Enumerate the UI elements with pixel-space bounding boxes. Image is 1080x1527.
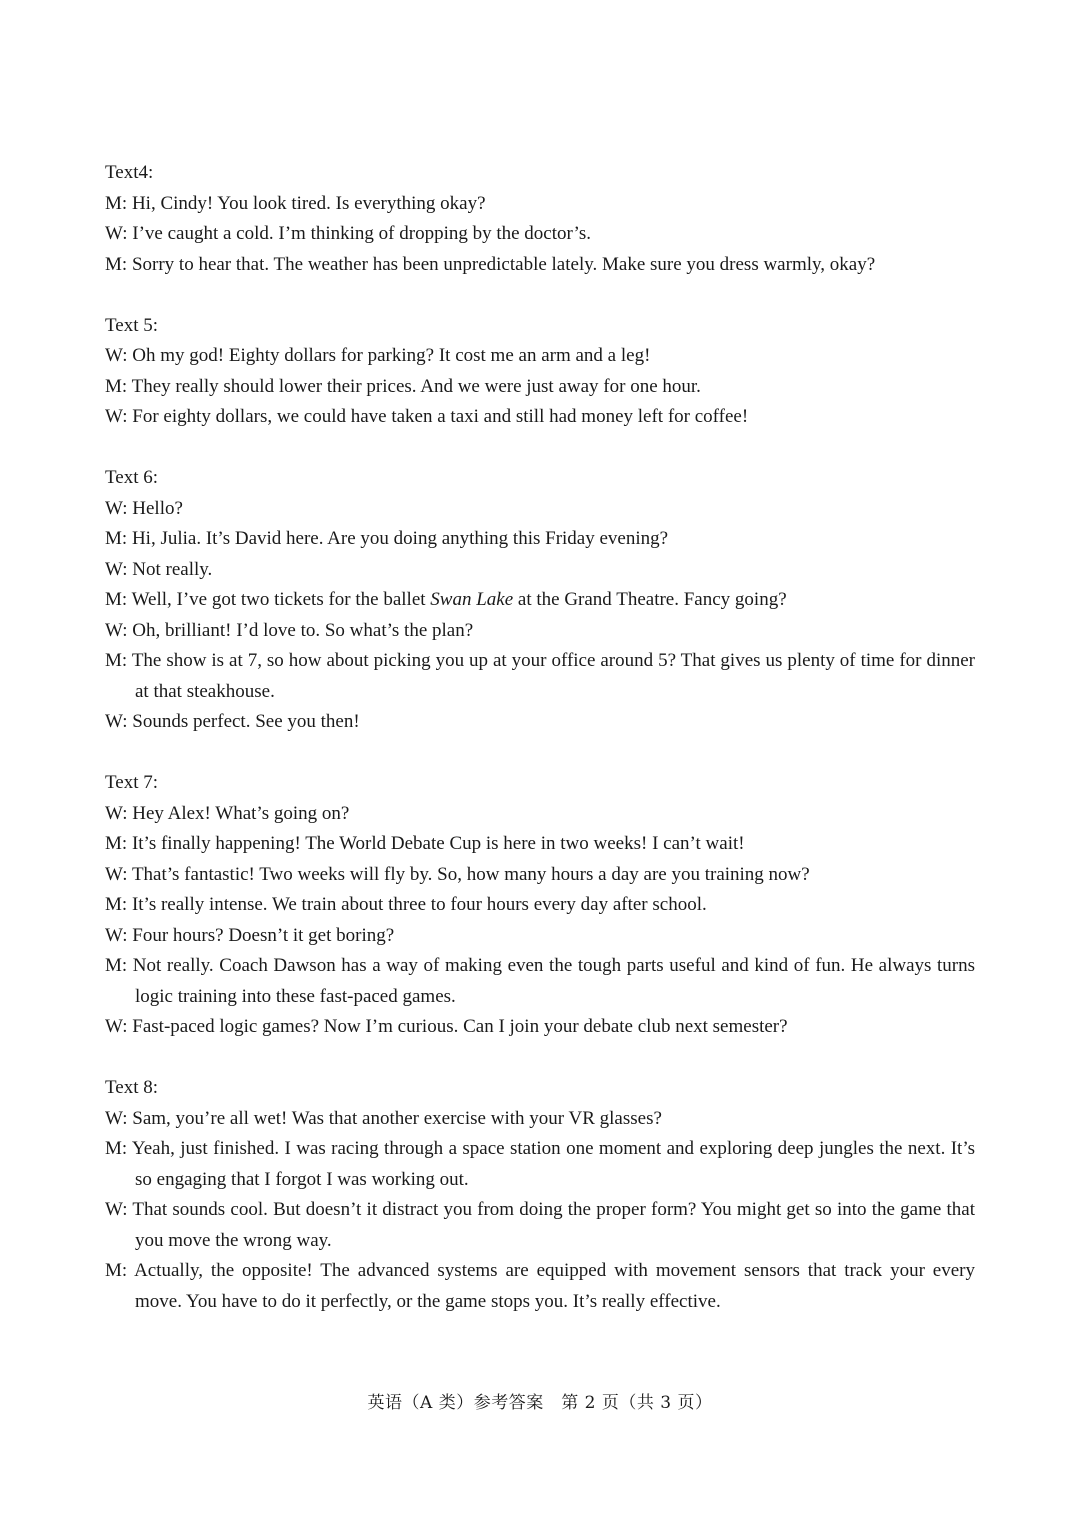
dialogue-line [105, 585, 975, 616]
speaker-label: M: [105, 589, 128, 610]
transcript-body [105, 158, 975, 1348]
dialogue-line [105, 616, 975, 647]
dialogue-line [105, 189, 975, 220]
utterance: For eighty dollars, we could have taken a taxi and still had money left for coffee! [132, 406, 749, 427]
dialogue-line [105, 555, 975, 586]
dialogue-line [105, 860, 975, 891]
utterance: Four hours? Doesn’t it get boring? [132, 924, 395, 946]
dialogue-line [105, 890, 975, 921]
dialogue-line [105, 219, 975, 250]
dialogue-line [105, 1256, 975, 1317]
utterance: Sam, you’re all wet! Was that another exercise with your VR glasses? [132, 1107, 662, 1129]
dialogue-line [105, 1195, 975, 1256]
dialogue-line [105, 372, 975, 403]
utterance: Fast-paced logic games? Now I’m curious. Can I join your debate club next semester? [132, 1016, 788, 1037]
dialogue-line [105, 341, 975, 372]
utterance: They really should lower their prices. And we were just away for one hour. [131, 375, 701, 397]
speaker-label: W: [105, 1107, 128, 1129]
speaker-label: W: [105, 406, 128, 427]
dialogue-line [105, 402, 975, 433]
speaker-label: M: [105, 192, 128, 214]
section-title: Text 8: [105, 1077, 159, 1098]
section-text-5 [105, 311, 975, 433]
dialogue-line [105, 524, 975, 555]
dialogue-line [105, 829, 975, 860]
speaker-label: W: [105, 711, 128, 732]
utterance: It’s finally happening! The World Debate Cup is here in two weeks! I can’t wait! [131, 833, 745, 854]
utterance-part: Well, I’ve got two tickets for the ballet [131, 589, 431, 610]
utterance-part: at the Grand Theatre. Fancy going? [513, 589, 787, 610]
dialogue-line [105, 799, 975, 830]
section-title: Text 5: [105, 314, 159, 336]
speaker-label: W: [105, 924, 128, 946]
section-text-8 [105, 1073, 975, 1317]
section-title: Text 6: [105, 467, 159, 488]
speaker-label: M: [105, 894, 128, 915]
speaker-label: M: [105, 650, 128, 671]
utterance: Not really. Coach Dawson has a way of making even the tough parts useful and kind of fun. He always turns logic training into these fast-paced games. [132, 955, 976, 1007]
speaker-label: W: [105, 558, 128, 580]
dialogue-line [105, 1104, 975, 1135]
dialogue-line [105, 1012, 975, 1043]
speaker-label: W: [105, 619, 128, 641]
utterance: I’ve caught a cold. I’m thinking of dropping by the doctor’s. [132, 223, 591, 244]
dialogue-line [105, 250, 975, 281]
speaker-label: W: [105, 1016, 128, 1037]
speaker-label: M: [105, 528, 128, 549]
utterance: Sorry to hear that. The weather has been unpredictable lately. Make sure you dress warmly, okay? [131, 253, 876, 275]
utterance: That sounds cool. But doesn’t it distract you from doing the proper form? You might get so into the game that you move the wrong way. [132, 1199, 975, 1251]
utterance: Hi, Cindy! You look tired. Is everything okay? [131, 192, 486, 214]
utterance: Actually, the opposite! The advanced systems are equipped with movement sensors that track your every move. You have to do it perfectly, or the game stops you. It’s really effective. [134, 1260, 976, 1312]
dialogue-line [105, 494, 975, 525]
section-text-7 [105, 768, 975, 1043]
speaker-label: W: [105, 345, 128, 366]
speaker-label: W: [105, 1199, 128, 1220]
ballet-title: Swan Lake [430, 589, 514, 610]
section-title: Text4: [105, 162, 154, 183]
speaker-label: M: [105, 955, 128, 976]
utterance: Hello? [132, 497, 183, 519]
speaker-label: W: [105, 497, 128, 519]
utterance: Oh, brilliant! I’d love to. So what’s the plan? [132, 619, 474, 641]
utterance: Oh my god! Eighty dollars for parking? It cost me an arm and a leg! [132, 345, 651, 366]
utterance: Sounds perfect. See you then! [132, 711, 360, 732]
speaker-label: W: [105, 223, 128, 244]
speaker-label: M: [105, 375, 128, 397]
utterance: It’s really intense. We train about three to four hours every day after school. [131, 894, 707, 915]
dialogue-line [105, 707, 975, 738]
utterance: Hi, Julia. It’s David here. Are you doing anything this Friday evening? [131, 528, 669, 549]
speaker-label: M: [105, 833, 128, 854]
page-footer: 英语（A 类）参考答案 第 2 页（共 3 页） [367, 1393, 713, 1413]
section-text-4 [105, 158, 975, 280]
speaker-label: W: [105, 863, 128, 885]
utterance: That’s fantastic! Two weeks will fly by. So, how many hours a day are you training now? [131, 863, 810, 885]
section-title: Text 7: [105, 772, 159, 793]
dialogue-line [105, 1134, 975, 1195]
utterance: Yeah, just finished. I was racing through a space station one moment and exploring deep jungles the next. It’s so engaging that I forgot I was working out. [131, 1138, 976, 1190]
dialogue-line [105, 951, 975, 1012]
speaker-label: M: [105, 1260, 128, 1281]
utterance: Hey Alex! What’s going on? [132, 802, 350, 824]
speaker-label: M: [105, 1138, 128, 1159]
section-text-6 [105, 463, 975, 738]
utterance: Not really. [132, 558, 213, 580]
speaker-label: M: [105, 253, 128, 275]
utterance: The show is at 7, so how about picking you up at your office around 5? That gives us plenty of time for dinner at that steakhouse. [131, 650, 975, 702]
dialogue-line [105, 921, 975, 952]
speaker-label: W: [105, 802, 128, 824]
dialogue-line [105, 646, 975, 707]
